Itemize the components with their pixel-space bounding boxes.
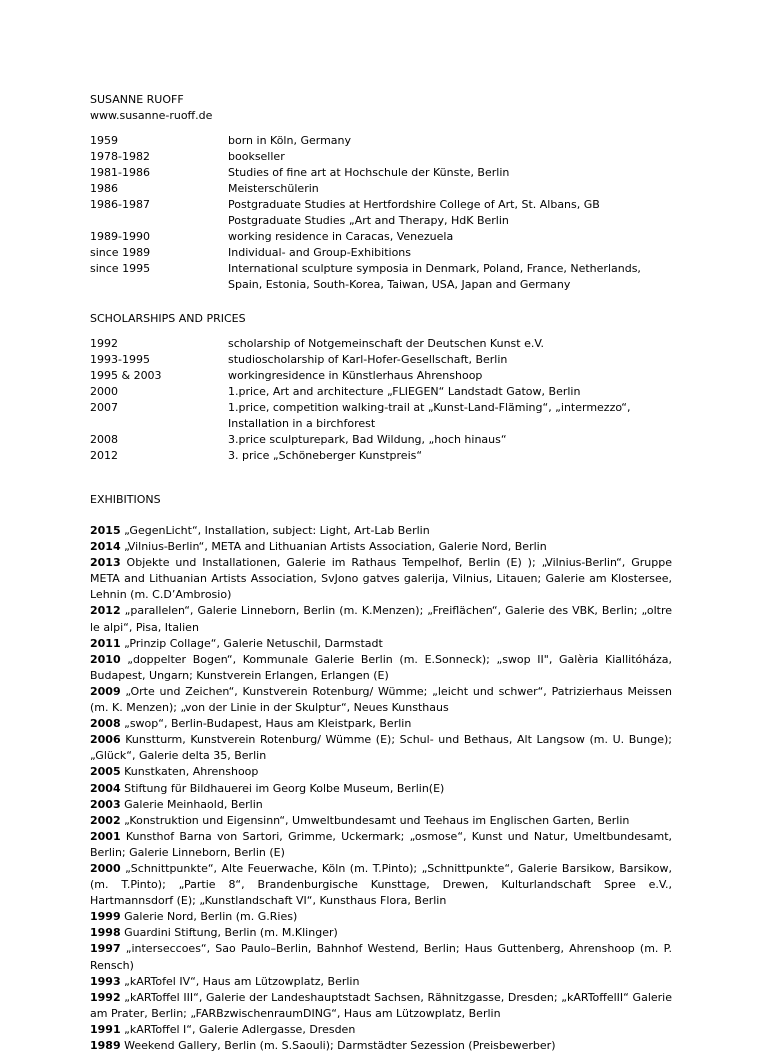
exhibition-year: 2008 xyxy=(90,717,121,731)
exhibition-text: Guardini Stiftung, Berlin (m. M.Klinger) xyxy=(120,926,338,940)
bio-desc: working residence in Caracas, Venezuela xyxy=(228,230,454,243)
exhibition-entry xyxy=(90,764,672,780)
exhibition-text: Galerie Meinhaold, Berlin xyxy=(120,797,263,811)
exhibition-year: 2011 xyxy=(90,636,121,650)
exhibition-entry xyxy=(90,813,672,829)
bio-desc: Meisterschülerin xyxy=(228,182,319,195)
exhibition-text: „kARTofel IV“, Haus am Lützowplatz, Berlin xyxy=(120,974,360,988)
exhibition-entry xyxy=(90,781,672,797)
exhibition-entry xyxy=(90,909,672,925)
bio-desc: Postgraduate Studies at Hertfordshire College of Art, St. Albans, GB xyxy=(228,198,600,211)
exhibition-year: 2006 xyxy=(90,733,121,747)
scholarship-year: 1995 & 2003 xyxy=(90,369,162,382)
exhibition-text: „Konstruktion und Eigensinn“, Umweltbundesamt und Teehaus im Englischen Garten, Berlin xyxy=(120,813,630,827)
exhibition-year: 2000 xyxy=(90,861,121,875)
exhibition-entry xyxy=(90,539,672,555)
exhibition-entry xyxy=(90,1038,672,1054)
scholarship-desc: 3.price sculpturepark, Bad Wildung, „hoch hinaus“ xyxy=(228,433,507,446)
exhibition-text: „parallelen“, Galerie Linneborn, Berlin (m. K.Menzen); „Freiflächen“, Galerie des VBK, Berlin; „oltre le alpi“, Pisa, Italien xyxy=(90,604,672,634)
exhibitions-list xyxy=(90,523,672,1054)
exhibition-text: „kARToffel I“, Galerie Adlergasse, Dresden xyxy=(120,1022,356,1036)
bio-year: 1989-1990 xyxy=(90,230,150,243)
exhibition-text: „GegenLicht“, Installation, subject: Light, Art-Lab Berlin xyxy=(120,524,430,537)
exhibition-entry xyxy=(90,1022,672,1038)
exhibition-entry xyxy=(90,925,672,941)
exhibition-year: 2001 xyxy=(90,829,121,843)
exhibition-year: 1992 xyxy=(90,990,121,1004)
exhibition-text: „interseccoes“, Sao Paulo–Berlin, Bahnhof Westend, Berlin; Haus Guttenberg, Ahrenshoop (m. P. Rensch) xyxy=(90,942,672,972)
scholarship-year: 1993-1995 xyxy=(90,353,150,366)
exhibition-entry xyxy=(90,716,672,732)
bio-desc: Individual- and Group-Exhibitions xyxy=(228,246,412,259)
scholarship-desc: 3. price „Schöneberger Kunstpreis“ xyxy=(228,449,423,462)
bio-desc: Studies of fine art at Hochschule der Künste, Berlin xyxy=(228,166,510,179)
exhibition-entry xyxy=(90,555,672,603)
exhibition-text: Stiftung für Bildhauerei im Georg Kolbe Museum, Berlin(E) xyxy=(120,781,445,795)
bio-year: 1981-1986 xyxy=(90,166,150,179)
bio-year: since 1989 xyxy=(90,246,151,259)
exhibition-text: Kunstturm, Kunstverein Rotenburg/ Wümme (E); Schul- und Bethaus, Alt Langsow (m. U. Bunge); „Glück“, Galerie delta 35, Berlin xyxy=(90,733,672,763)
bio-year: since 1995 xyxy=(90,262,151,275)
bio-year: 1978-1982 xyxy=(90,150,150,163)
exhibition-entry xyxy=(90,829,672,861)
bio-desc: Spain, Estonia, South-Korea, Taiwan, USA, Japan and Germany xyxy=(228,278,571,291)
exhibition-entry xyxy=(90,652,672,684)
exhibition-entry xyxy=(90,990,672,1022)
exhibition-entry xyxy=(90,974,672,990)
exhibition-year: 2010 xyxy=(90,652,121,666)
exhibition-text: Kunsthof Barna von Sartori, Grimme, Uckermark; „osmose“, Kunst und Natur, Umeltbundesamt, Berlin; Galerie Linneborn, Berlin (E) xyxy=(90,829,672,859)
exhibition-text: Galerie Nord, Berlin (m. G.Ries) xyxy=(120,910,298,924)
exhibition-text: Objekte und Installationen, Galerie im Rathaus Tempelhof, Berlin (E) ); „Vilnius-Berlin“, Gruppe META and Lithuanian Artists Association, SvJono gatves galerija, Vilnius, Litauen; Galerie am Klostersee, Lehnin (m. C.D’Ambrosio) xyxy=(90,556,672,602)
exhibition-year: 2004 xyxy=(90,781,121,795)
exhibition-year: 1997 xyxy=(90,942,121,956)
exhibition-entry xyxy=(90,941,672,973)
scholarship-desc: Installation in a birchforest xyxy=(228,417,376,430)
exhibition-year: 2005 xyxy=(90,765,121,779)
exhibition-year: 2012 xyxy=(90,604,121,618)
bio-desc: born in Köln, Germany xyxy=(228,134,352,147)
exhibition-entry xyxy=(90,523,672,539)
scholarship-desc: studioscholarship of Karl-Hofer-Gesellschaft, Berlin xyxy=(228,353,508,366)
scholarship-year: 2000 xyxy=(90,385,118,398)
exhibition-entry xyxy=(90,636,672,652)
artist-website: www.susanne-ruoff.de xyxy=(90,109,213,122)
document-header xyxy=(90,92,212,124)
exhibitions-heading: EXHIBITIONS xyxy=(90,493,161,506)
exhibition-entry xyxy=(90,732,672,764)
exhibition-text: Weekend Gallery, Berlin (m. S.Saouli); Darmstädter Sezession (Preisbewerber) xyxy=(120,1039,556,1052)
exhibition-text: „swop“, Berlin-Budapest, Haus am Kleistpark, Berlin xyxy=(120,717,412,731)
exhibition-text: „Prinzip Collage“, Galerie Netuschil, Darmstadt xyxy=(120,636,383,650)
bio-year: 1986-1987 xyxy=(90,198,150,211)
exhibition-text: Kunstkaten, Ahrenshoop xyxy=(120,765,259,779)
exhibition-entry xyxy=(90,684,672,716)
artist-name: SUSANNE RUOFF xyxy=(90,93,184,106)
exhibition-year: 2003 xyxy=(90,797,121,811)
exhibition-text: „kARToffel III“, Galerie der Landeshauptstadt Sachsen, Rähnitzgasse, Dresden; „kARToffelII“ Galerie am Prater, Berlin; „FARBzwischenraumDING“, Haus am Lützowplatz, Berlin xyxy=(90,990,672,1020)
exhibition-year: 1991 xyxy=(90,1022,121,1036)
scholarship-desc: 1.price, Art and architecture „FLIEGEN“ Landstadt Gatow, Berlin xyxy=(228,385,581,398)
exhibition-text: „Vilnius-Berlin“, META and Lithuanian Artists Association, Galerie Nord, Berlin xyxy=(120,540,547,554)
exhibition-year: 1989 xyxy=(90,1039,121,1052)
bio-desc: Postgraduate Studies „Art and Therapy, HdK Berlin xyxy=(228,214,509,227)
exhibition-year: 2009 xyxy=(90,684,121,698)
bio-desc: bookseller xyxy=(228,150,285,163)
scholarship-year: 2007 xyxy=(90,401,118,414)
scholarships-heading: SCHOLARSHIPS AND PRICES xyxy=(90,312,246,325)
exhibition-text: „Orte und Zeichen“, Kunstverein Rotenburg/ Wümme; „leicht und schwer“, Patrizierhaus Meissen (m. K. Menzen); „von der Linie in der Skulptur“, Neues Kunsthaus xyxy=(90,684,672,715)
scholarship-year: 2008 xyxy=(90,433,118,446)
exhibition-entry xyxy=(90,797,672,813)
exhibition-entry xyxy=(90,603,672,635)
scholarship-year: 2012 xyxy=(90,449,118,462)
exhibition-text: „doppelter Bogen“, Kommunale Galerie Berlin (m. E.Sonneck); „swop II", Galèria Kiallitóháza, Budapest, Ungarn; Kunstverein Erlangen, Erlangen (E) xyxy=(90,652,672,682)
scholarship-desc: workingresidence in Künstlerhaus Ahrenshoop xyxy=(228,369,483,382)
scholarship-year: 1992 xyxy=(90,337,118,350)
bio-desc: International sculpture symposia in Denmark, Poland, France, Netherlands, xyxy=(228,262,641,275)
exhibition-year: 1993 xyxy=(90,974,121,988)
exhibition-year: 2014 xyxy=(90,540,121,554)
exhibition-year: 2015 xyxy=(90,524,121,537)
exhibition-text: „Schnittpunkte“, Alte Feuerwache, Köln (m. T.Pinto); „Schnittpunkte“, Galerie Barsikow, Barsikow, (m. T.Pinto); „Partie 8“, Brandenburgische Kunsttage, Drewen, Kulturlandschaft Spree e.V., Hartmannsdorf (E); „Kunstlandschaft VI“, Kunsthaus Flora, Berlin xyxy=(90,861,672,908)
exhibition-year: 2013 xyxy=(90,556,121,570)
bio-year: 1959 xyxy=(90,134,118,147)
exhibition-year: 1999 xyxy=(90,910,121,924)
exhibition-entry xyxy=(90,861,672,909)
scholarship-desc: scholarship of Notgemeinschaft der Deutschen Kunst e.V. xyxy=(228,337,544,350)
bio-year: 1986 xyxy=(90,182,118,195)
scholarship-desc: 1.price, competition walking-trail at „Kunst-Land-Fläming“, „intermezzo“, xyxy=(228,401,631,414)
exhibition-year: 1998 xyxy=(90,926,121,940)
exhibition-year: 2002 xyxy=(90,813,121,827)
